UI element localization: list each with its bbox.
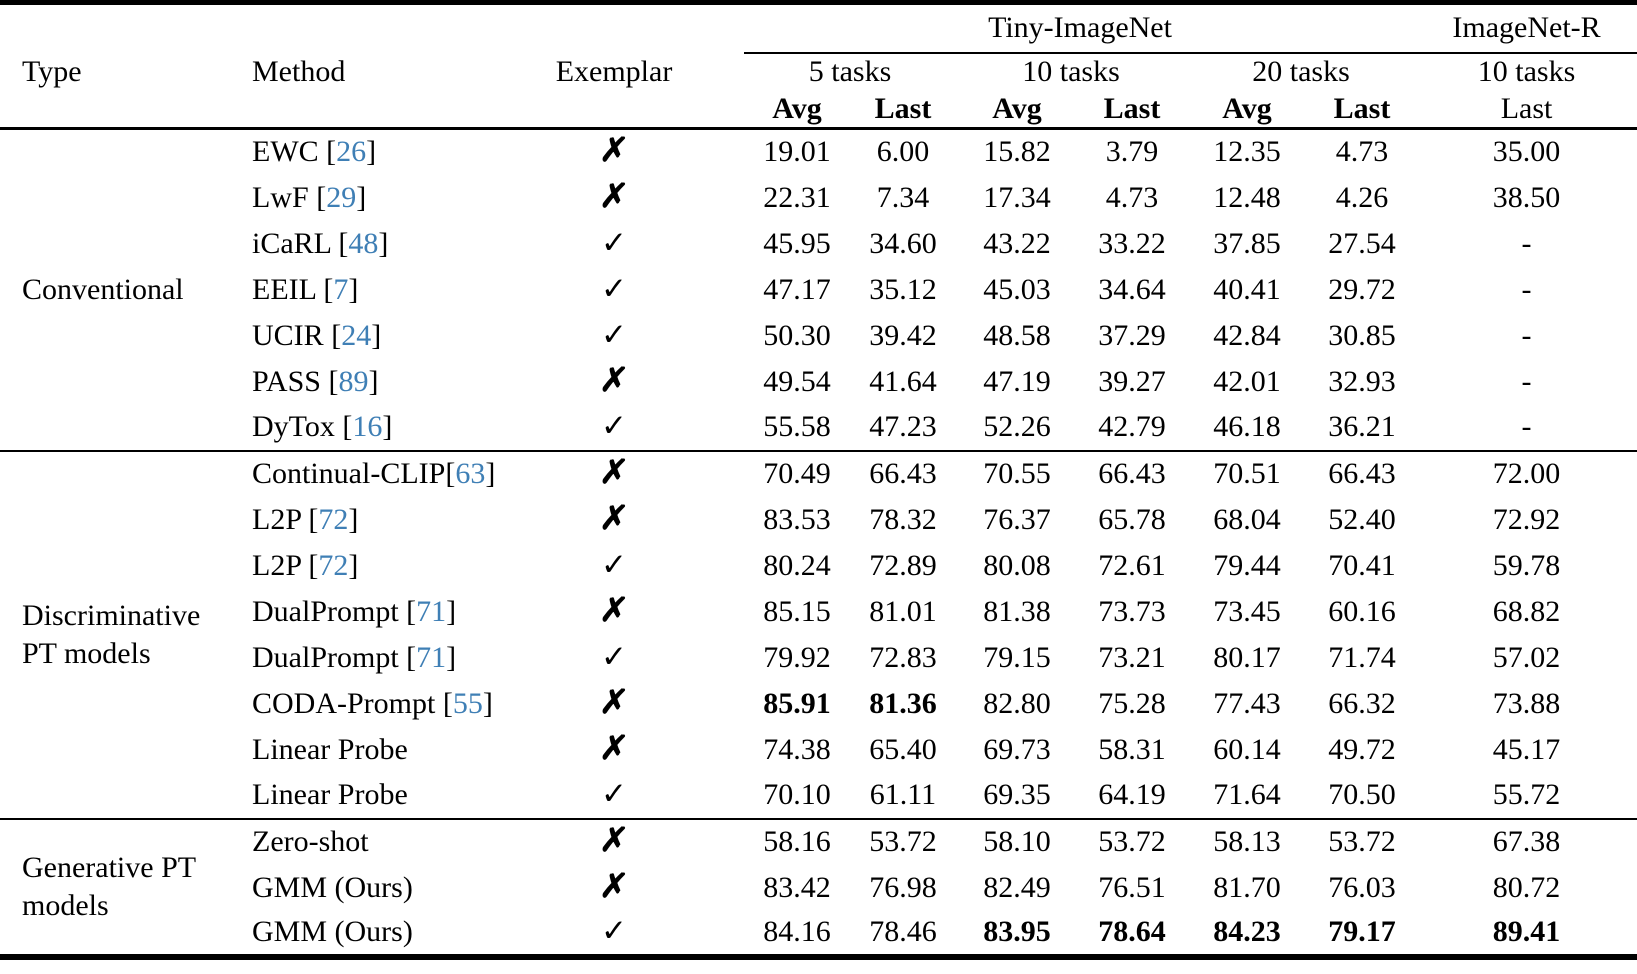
citation-link[interactable]: 29 [326,180,357,214]
metric-value: 35.12 [869,272,937,306]
citation-link[interactable]: 71 [416,640,447,674]
citation-link[interactable]: 71 [416,594,447,628]
metric-value: 70.49 [744,451,850,497]
metric-value: 81.70 [1213,870,1281,904]
method-name: UCIR [252,318,324,352]
exemplar-cell [540,267,744,313]
metric-header-avg: Avg [744,91,850,129]
method-name: DualPrompt [252,594,399,628]
metric-value: - [1521,364,1532,398]
metric-value: 70.55 [956,451,1078,497]
method-cell: EEIL [7] [252,272,359,306]
metric-value: 83.95 [983,915,1051,948]
metric-value: 58.10 [956,819,1078,865]
exemplar-cell [540,451,744,497]
metric-value: 30.85 [1328,318,1396,352]
metric-value: 69.35 [983,778,1051,811]
metric-value: 72.61 [1098,548,1166,582]
citation-link[interactable]: 24 [341,318,372,352]
metric-value: 64.19 [1098,778,1166,811]
method-cell: DyTox [16] [252,410,393,443]
citation-link[interactable]: 26 [336,135,367,169]
exemplar-cross-icon: ✗ [598,500,630,537]
metric-value: 67.38 [1416,819,1637,865]
subgroup-10-tasks: 10 tasks [1022,55,1120,88]
row-group-type-label: Discriminative PT models [0,451,240,819]
table-row [0,267,1637,313]
metric-value: 73.45 [1213,594,1281,628]
metric-value: 41.64 [869,364,937,398]
metric-value: 45.95 [763,226,831,260]
metric-value: 66.43 [1308,451,1416,497]
metric-value: 81.01 [869,594,937,628]
row-group-type-label: Generative PT models [0,819,240,957]
exemplar-cell [540,175,744,221]
table-row [0,405,1637,451]
metric-value: 81.38 [983,594,1051,628]
method-name: DualPrompt [252,640,399,674]
exemplar-check-icon: ✓ [601,224,627,260]
table-row [0,129,1637,175]
metric-value: 89.41 [1492,915,1561,948]
exemplar-check-icon: ✓ [601,776,627,811]
metric-value: 19.01 [763,135,831,169]
exemplar-cell [540,589,744,635]
metric-value: 80.72 [1492,870,1561,904]
metric-value: 47.23 [869,410,937,443]
metric-value: 72.00 [1416,451,1637,497]
metric-value: 76.37 [983,502,1051,536]
exemplar-cell [540,865,744,911]
metric-value: 55.72 [1492,778,1561,811]
metric-value: 22.31 [763,180,831,214]
method-name: L2P [252,548,301,582]
metric-value: 75.28 [1098,686,1166,720]
citation-link[interactable]: 89 [338,364,369,398]
metric-value: 49.72 [1328,732,1396,766]
metric-value: 72.89 [869,548,937,582]
method-cell: EWC [26] [252,135,377,169]
metric-value: 38.50 [1492,180,1561,214]
metric-value: 43.22 [983,226,1051,260]
metric-value: - [1521,410,1532,443]
exemplar-cell [540,635,744,681]
metric-value: 79.92 [763,640,831,674]
metric-value: 33.22 [1098,226,1166,260]
metric-value: 49.54 [763,364,831,398]
exemplar-cross-icon: ✗ [598,730,630,767]
metric-value: 82.80 [983,686,1051,720]
metric-value: 32.93 [1328,364,1396,398]
method-name: DyTox [252,410,335,443]
table-row [0,451,1637,497]
method-cell [240,911,540,957]
metric-value: 82.49 [983,870,1051,904]
method-cell [240,727,540,773]
metric-header-last: Last [850,91,956,129]
exemplar-cell [540,727,744,773]
method-cell: CODA-Prompt [55] [252,686,493,720]
metric-value: 48.58 [983,318,1051,352]
metric-value: 65.40 [869,732,937,766]
metric-value: 53.72 [850,819,956,865]
method-cell [240,819,540,865]
metric-value: 74.38 [763,732,831,766]
metric-value: 73.88 [1492,686,1561,720]
metric-value: 36.21 [1328,410,1396,443]
exemplar-cross-icon: ✗ [598,684,630,721]
exemplar-cell [540,359,744,405]
metric-value: 76.98 [869,870,937,904]
exemplar-cross-icon: ✗ [598,592,630,629]
metric-value: 66.32 [1328,686,1396,720]
metric-value: 70.41 [1328,548,1396,582]
exemplar-check-icon: ✓ [601,316,627,352]
metric-value: 58.13 [1186,819,1308,865]
metric-value: 17.34 [983,180,1051,214]
metric-value: 42.84 [1213,318,1281,352]
method-cell: Continual-CLIP[63] [240,451,540,497]
method-name: LwF [252,180,309,214]
table-row [0,175,1637,221]
metric-value: 29.72 [1328,272,1396,306]
metric-value: 85.91 [763,686,831,720]
exemplar-cross-icon: ✗ [598,362,630,399]
metric-value: 65.78 [1098,502,1166,536]
method-name: PASS [252,364,321,398]
table-row [0,589,1637,635]
metric-value: 79.17 [1328,915,1396,948]
metric-value: 70.10 [763,778,831,811]
table-row [0,773,1637,819]
metric-value: 84.16 [763,915,831,948]
method-name: GMM (Ours) [252,870,413,904]
exemplar-check-icon: ✓ [601,270,627,306]
metric-value: 66.43 [1078,451,1186,497]
metric-value: 58.31 [1098,732,1166,766]
metric-value: 4.73 [1105,180,1159,214]
metric-value: 83.53 [763,502,831,536]
method-name: Zero-shot [252,825,369,858]
metric-value: 85.15 [763,594,831,628]
metric-value: 78.32 [869,502,937,536]
method-cell: iCaRL [48] [252,226,389,260]
column-header-exemplar: Exemplar [555,54,673,88]
citation-link[interactable]: 72 [318,502,349,536]
exemplar-cross-icon: ✗ [598,868,630,905]
metric-value: 83.42 [763,870,831,904]
metric-value: 45.17 [1492,732,1561,766]
exemplar-cell [540,405,744,451]
metric-header-avg: Avg [1186,91,1308,129]
citation-link[interactable]: 55 [452,686,483,720]
method-cell [240,773,540,819]
method-cell: DualPrompt [71] [252,594,457,628]
metric-value: 3.79 [1105,135,1159,169]
exemplar-check-icon: ✓ [601,913,627,948]
method-cell: L2P [72] [252,502,359,536]
method-name: EWC [252,135,319,169]
metric-value: 52.40 [1328,502,1396,536]
metric-value: 78.46 [869,915,937,948]
table-header [0,3,1637,129]
metric-value: 59.78 [1492,548,1561,582]
metric-value: 53.72 [1308,819,1416,865]
metric-value: 47.19 [983,364,1051,398]
method-name: iCaRL [252,226,331,260]
metric-value: 70.51 [1186,451,1308,497]
metric-value: 58.16 [744,819,850,865]
metric-value: 60.16 [1328,594,1396,628]
metric-value: - [1521,318,1532,352]
metric-value: 35.00 [1492,135,1561,169]
metric-value: 80.08 [983,548,1051,582]
metric-value: 12.35 [1213,135,1281,169]
metric-value: 50.30 [763,318,831,352]
metric-value: 71.74 [1328,640,1396,674]
metric-value: 76.51 [1098,870,1166,904]
metric-value: 39.27 [1098,364,1166,398]
metric-value: 37.29 [1098,318,1166,352]
table-row [0,681,1637,727]
exemplar-check-icon: ✓ [601,546,627,582]
metric-value: - [1521,272,1532,306]
metric-value: 68.04 [1213,502,1281,536]
metric-value: 42.79 [1098,410,1166,443]
subgroup-5-tasks: 5 tasks [808,55,892,88]
exemplar-cell [540,681,744,727]
metric-value: 47.17 [763,272,831,306]
metric-header-imagenet-r-last: Last [1416,91,1637,129]
metric-value: 72.92 [1492,502,1561,536]
metric-value: 40.41 [1213,272,1281,306]
method-cell: L2P [72] [252,548,359,582]
citation-link[interactable]: 48 [348,226,379,260]
metric-value: 79.15 [983,640,1051,674]
metric-value: 34.60 [869,226,937,260]
exemplar-cell [540,543,744,589]
exemplar-cross-icon: ✗ [598,133,630,170]
metric-value: 4.26 [1335,180,1389,214]
method-name: GMM (Ours) [252,915,413,948]
metric-value: 4.73 [1335,135,1389,169]
metric-value: 66.43 [850,451,956,497]
row-group-type-label: Conventional [22,273,184,306]
metric-value: 52.26 [983,410,1051,443]
method-name: L2P [252,502,301,536]
metric-value: 61.11 [869,778,937,811]
table-row [0,911,1637,957]
metric-value: 27.54 [1328,226,1396,260]
method-cell: LwF [29] [252,180,367,214]
citation-link[interactable]: 16 [352,410,383,443]
metric-value: 71.64 [1213,778,1281,811]
table-body [0,129,1637,957]
metric-value: 78.64 [1098,915,1166,948]
exemplar-cross-icon: ✗ [598,178,630,215]
table-row [0,543,1637,589]
metric-value: 68.82 [1492,594,1561,628]
metric-value: 7.34 [876,180,930,214]
metric-value: 53.72 [1078,819,1186,865]
exemplar-cell [540,773,744,819]
metric-value: 39.42 [869,318,937,352]
exemplar-cell [540,497,744,543]
metric-value: 80.24 [763,548,831,582]
subgroup-imagenet-r-10-tasks: 10 tasks [1477,55,1576,88]
metric-value: 45.03 [983,272,1051,306]
metric-header-last: Last [1078,91,1186,129]
exemplar-check-icon: ✓ [601,408,627,443]
metric-value: 79.44 [1213,548,1281,582]
metric-value: 70.50 [1328,778,1396,811]
metric-value: 73.73 [1098,594,1166,628]
dataset-group-imagenet-r: ImageNet-R [1416,3,1637,53]
method-name: Linear Probe [252,778,408,811]
metric-value: 80.17 [1213,640,1281,674]
metric-value: 72.83 [869,640,937,674]
metric-value: 76.03 [1328,870,1396,904]
exemplar-cell [540,911,744,957]
metric-value: 6.00 [876,135,930,169]
metric-value: 34.64 [1098,272,1166,306]
method-cell [240,865,540,911]
citation-link[interactable]: 63 [455,457,486,490]
exemplar-check-icon: ✓ [601,638,627,674]
metric-value: 73.21 [1098,640,1166,674]
method-name: CODA-Prompt [252,686,436,720]
exemplar-cross-icon: ✗ [598,455,630,491]
metric-value: - [1521,226,1532,260]
method-name: Continual-CLIP [252,457,446,490]
metric-value: 46.18 [1213,410,1281,443]
exemplar-cell [540,313,744,359]
dataset-group-tiny-imagenet: Tiny-ImageNet [744,3,1416,53]
header-spacer [0,91,744,129]
table-row [0,313,1637,359]
subgroup-20-tasks: 20 tasks [1252,55,1350,88]
metric-value: 69.73 [983,732,1051,766]
metric-value: 81.36 [869,686,937,720]
metric-value: 77.43 [1213,686,1281,720]
column-header-method: Method [252,54,346,88]
method-cell: PASS [89] [252,364,379,398]
metric-value: 42.01 [1213,364,1281,398]
metric-value: 15.82 [983,135,1051,169]
method-cell: DualPrompt [71] [252,640,457,674]
exemplar-cross-icon: ✗ [598,823,630,859]
exemplar-cell [540,221,744,267]
method-name: Linear Probe [252,732,408,766]
method-name: EEIL [252,272,316,306]
metric-value: 57.02 [1492,640,1561,674]
column-header-type: Type [22,54,82,88]
table-row [0,865,1637,911]
metric-value: 12.48 [1213,180,1281,214]
citation-link[interactable]: 72 [318,548,349,582]
citation-link[interactable]: 7 [333,272,349,306]
table-row [0,497,1637,543]
metric-value: 84.23 [1213,915,1281,948]
metric-header-last: Last [1308,91,1416,129]
exemplar-cell [540,129,744,175]
table-row [0,727,1637,773]
header-spacer [0,3,744,53]
table-row [0,221,1637,267]
metric-header-avg: Avg [956,91,1078,129]
metric-value: 37.85 [1213,226,1281,260]
metric-value: 60.14 [1213,732,1281,766]
exemplar-cell [540,819,744,865]
table-row [0,635,1637,681]
metric-value: 55.58 [763,410,831,443]
table-row [0,359,1637,405]
method-cell: UCIR [24] [252,318,382,352]
table-row [0,819,1637,865]
